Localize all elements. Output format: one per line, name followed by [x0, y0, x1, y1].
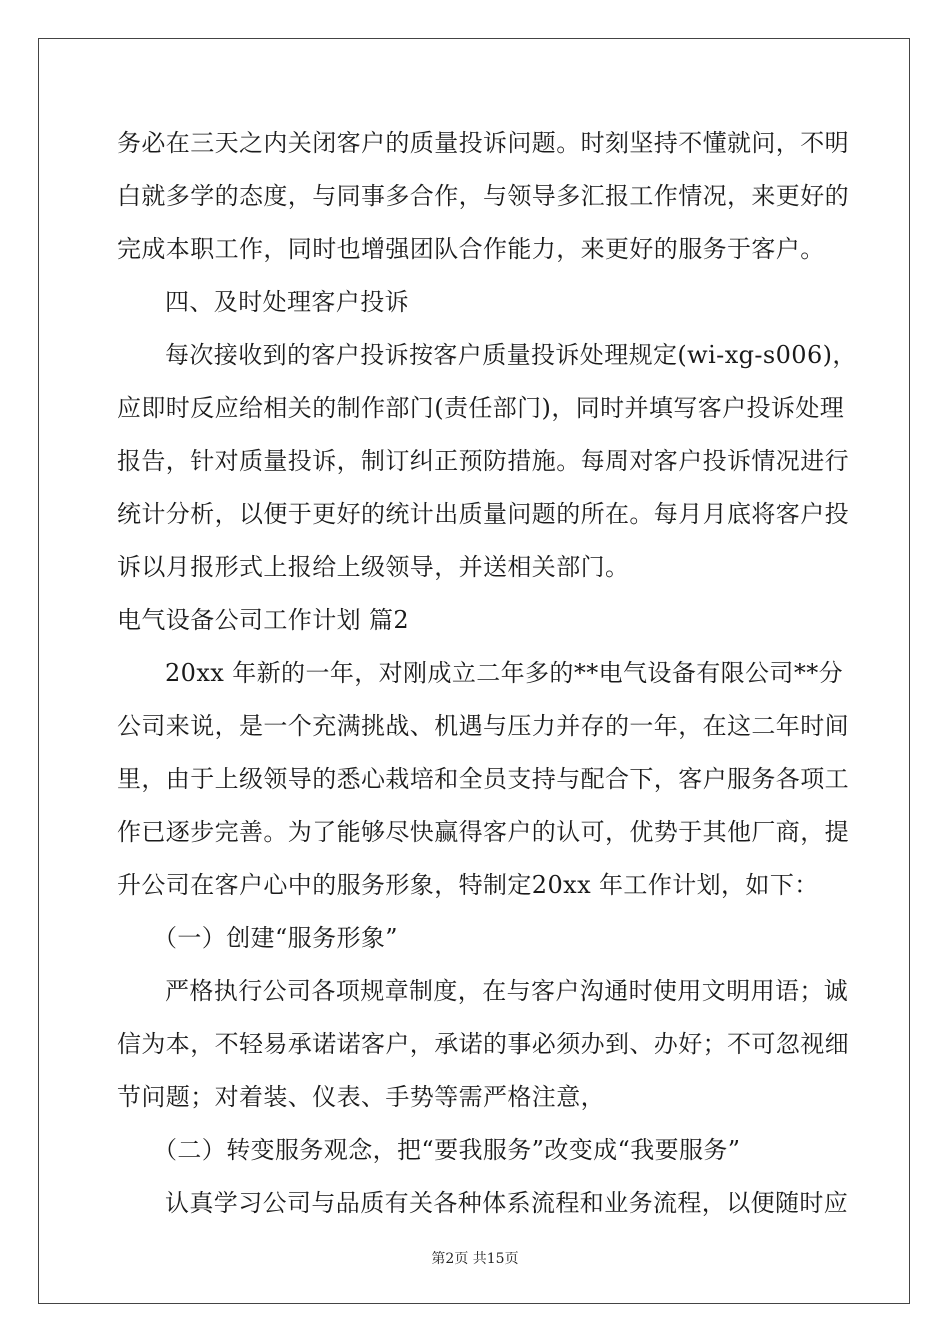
text-line: 升公司在客户心中的服务形象，特制定20xx 年工作计划，如下： — [117, 871, 819, 899]
text-line: 报告，针对质量投诉，制订纠正预防措施。每周对客户投诉情况进行 — [117, 447, 849, 475]
text-line: 20xx 年新的一年，对刚成立二年多的**电气设备有限公司**分 — [165, 659, 844, 687]
document-title: 电气设备公司工作计划 篇2 — [117, 606, 410, 634]
text-line: 诉以月报形式上报给上级领导，并送相关部门。 — [117, 553, 630, 581]
text-line: 认真学习公司与品质有关各种体系流程和业务流程，以便随时应 — [165, 1189, 849, 1217]
text-line: 作已逐步完善。为了能够尽快赢得客户的认可，优势于其他厂商，提 — [117, 818, 849, 846]
text-line: 完成本职工作，同时也增强团队合作能力，来更好的服务于客户。 — [117, 235, 825, 263]
text-line: 严格执行公司各项规章制度，在与客户沟通时使用文明用语；诚 — [165, 977, 849, 1005]
text-line: 里，由于上级领导的悉心栽培和全员支持与配合下，客户服务各项工 — [117, 765, 849, 793]
subsection-heading: （一）创建“服务形象” — [153, 924, 398, 952]
text-line: 节问题；对着装、仪表、手势等需严格注意， — [117, 1083, 605, 1111]
text-line: 每次接收到的客户投诉按客户质量投诉处理规定(wi-xg-s006)， — [165, 341, 857, 369]
page-footer: 第2页 共15页 — [431, 1251, 519, 1267]
text-line: 务必在三天之内关闭客户的质量投诉问题。时刻坚持不懂就问，不明 — [117, 129, 849, 157]
text-line: 信为本，不轻易承诺诺客户，承诺的事必须办到、办好；不可忽视细 — [117, 1030, 849, 1058]
section-heading: 四、及时处理客户投诉 — [165, 288, 409, 316]
text-line: 统计分析，以便于更好的统计出质量问题的所在。每月月底将客户投 — [117, 500, 849, 528]
subsection-heading: （二）转变服务观念，把“要我服务”改变成“我要服务” — [153, 1136, 741, 1164]
text-line: 白就多学的态度，与同事多合作，与领导多汇报工作情况，来更好的 — [117, 182, 849, 210]
text-line: 公司来说，是一个充满挑战、机遇与压力并存的一年，在这二年时间 — [117, 712, 849, 740]
text-line: 应即时反应给相关的制作部门(责任部门)，同时并填写客户投诉处理 — [117, 394, 845, 422]
